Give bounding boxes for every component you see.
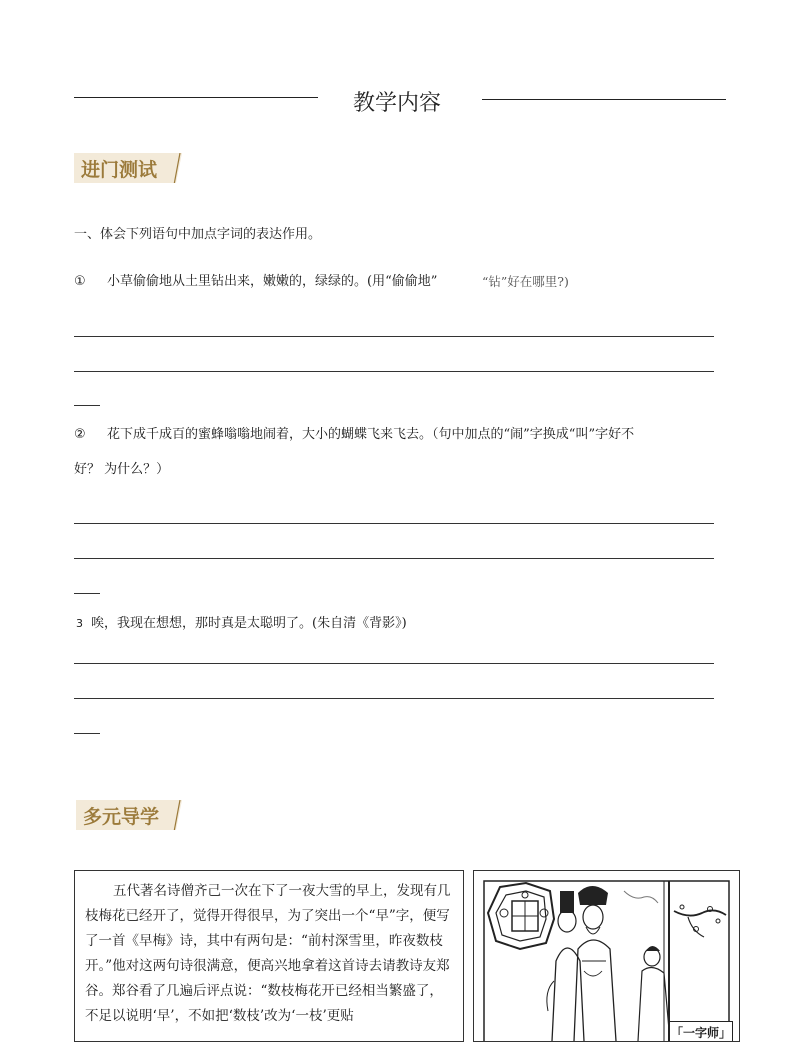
- story-box: [74, 870, 464, 1042]
- page-title: 教学内容: [352, 91, 441, 116]
- answer-line: [74, 558, 714, 559]
- question-2-line-2: 好？ 为什么？）: [74, 462, 170, 477]
- question-1-text: 小草偷偷地从土里钻出来，嫩嫩的，绿绿的。(用“偷偷地”: [107, 274, 438, 289]
- question-3-number: 3: [76, 617, 83, 630]
- answer-line: [74, 698, 714, 699]
- question-1-number: ①: [74, 274, 86, 289]
- answer-line: [74, 371, 714, 372]
- section-badge-guide: [76, 800, 182, 830]
- story-text: 五代著名诗僧齐己一次在下了一夜大雪的早上，发现有几枝梅花已经开了，觉得开得很早，为了突出一个“早”字，便写了一首《早梅》诗，其中有两句是：“前村深雪里，昨夜数枝开。”他对这两句诗很满意，便高兴地拿着这首诗去请教诗友郑谷。郑谷看了几遍后评点说：“数枝梅花开已经相当繁盛了，不足以说明‘早’，不如把‘数枝’改为‘一枝’更贴: [85, 883, 451, 1024]
- question-3-text: 唉，我现在想想，那时真是太聪明了。(朱自清《背影》): [91, 616, 407, 631]
- story-illustration: [473, 870, 740, 1042]
- answer-line-end: [74, 405, 100, 406]
- question-1-tail: “钻”好在哪里?): [482, 274, 569, 289]
- question-2-number: ②: [74, 427, 86, 442]
- title-rule-right: [482, 99, 726, 100]
- answer-line: [74, 523, 714, 524]
- exercise-instruction: 一、体会下列语句中加点字词的表达作用。: [74, 227, 322, 242]
- illustration-drawing: [474, 871, 739, 1041]
- answer-line: [74, 336, 714, 337]
- question-2-line-1: 花下成千成百的蜜蜂嗡嗡地闹着，大小的蝴蝶飞来飞去。（句中加点的“闹”字换成“叫”字好不: [107, 427, 635, 442]
- illustration-caption: 「一字师」: [669, 1021, 733, 1042]
- answer-line: [74, 663, 714, 664]
- section-title-test: 进门测试: [81, 159, 158, 181]
- answer-line-end: [74, 733, 100, 734]
- answer-line-end: [74, 593, 100, 594]
- section-badge-test: [74, 153, 182, 183]
- section-title-guide: 多元导学: [83, 806, 160, 828]
